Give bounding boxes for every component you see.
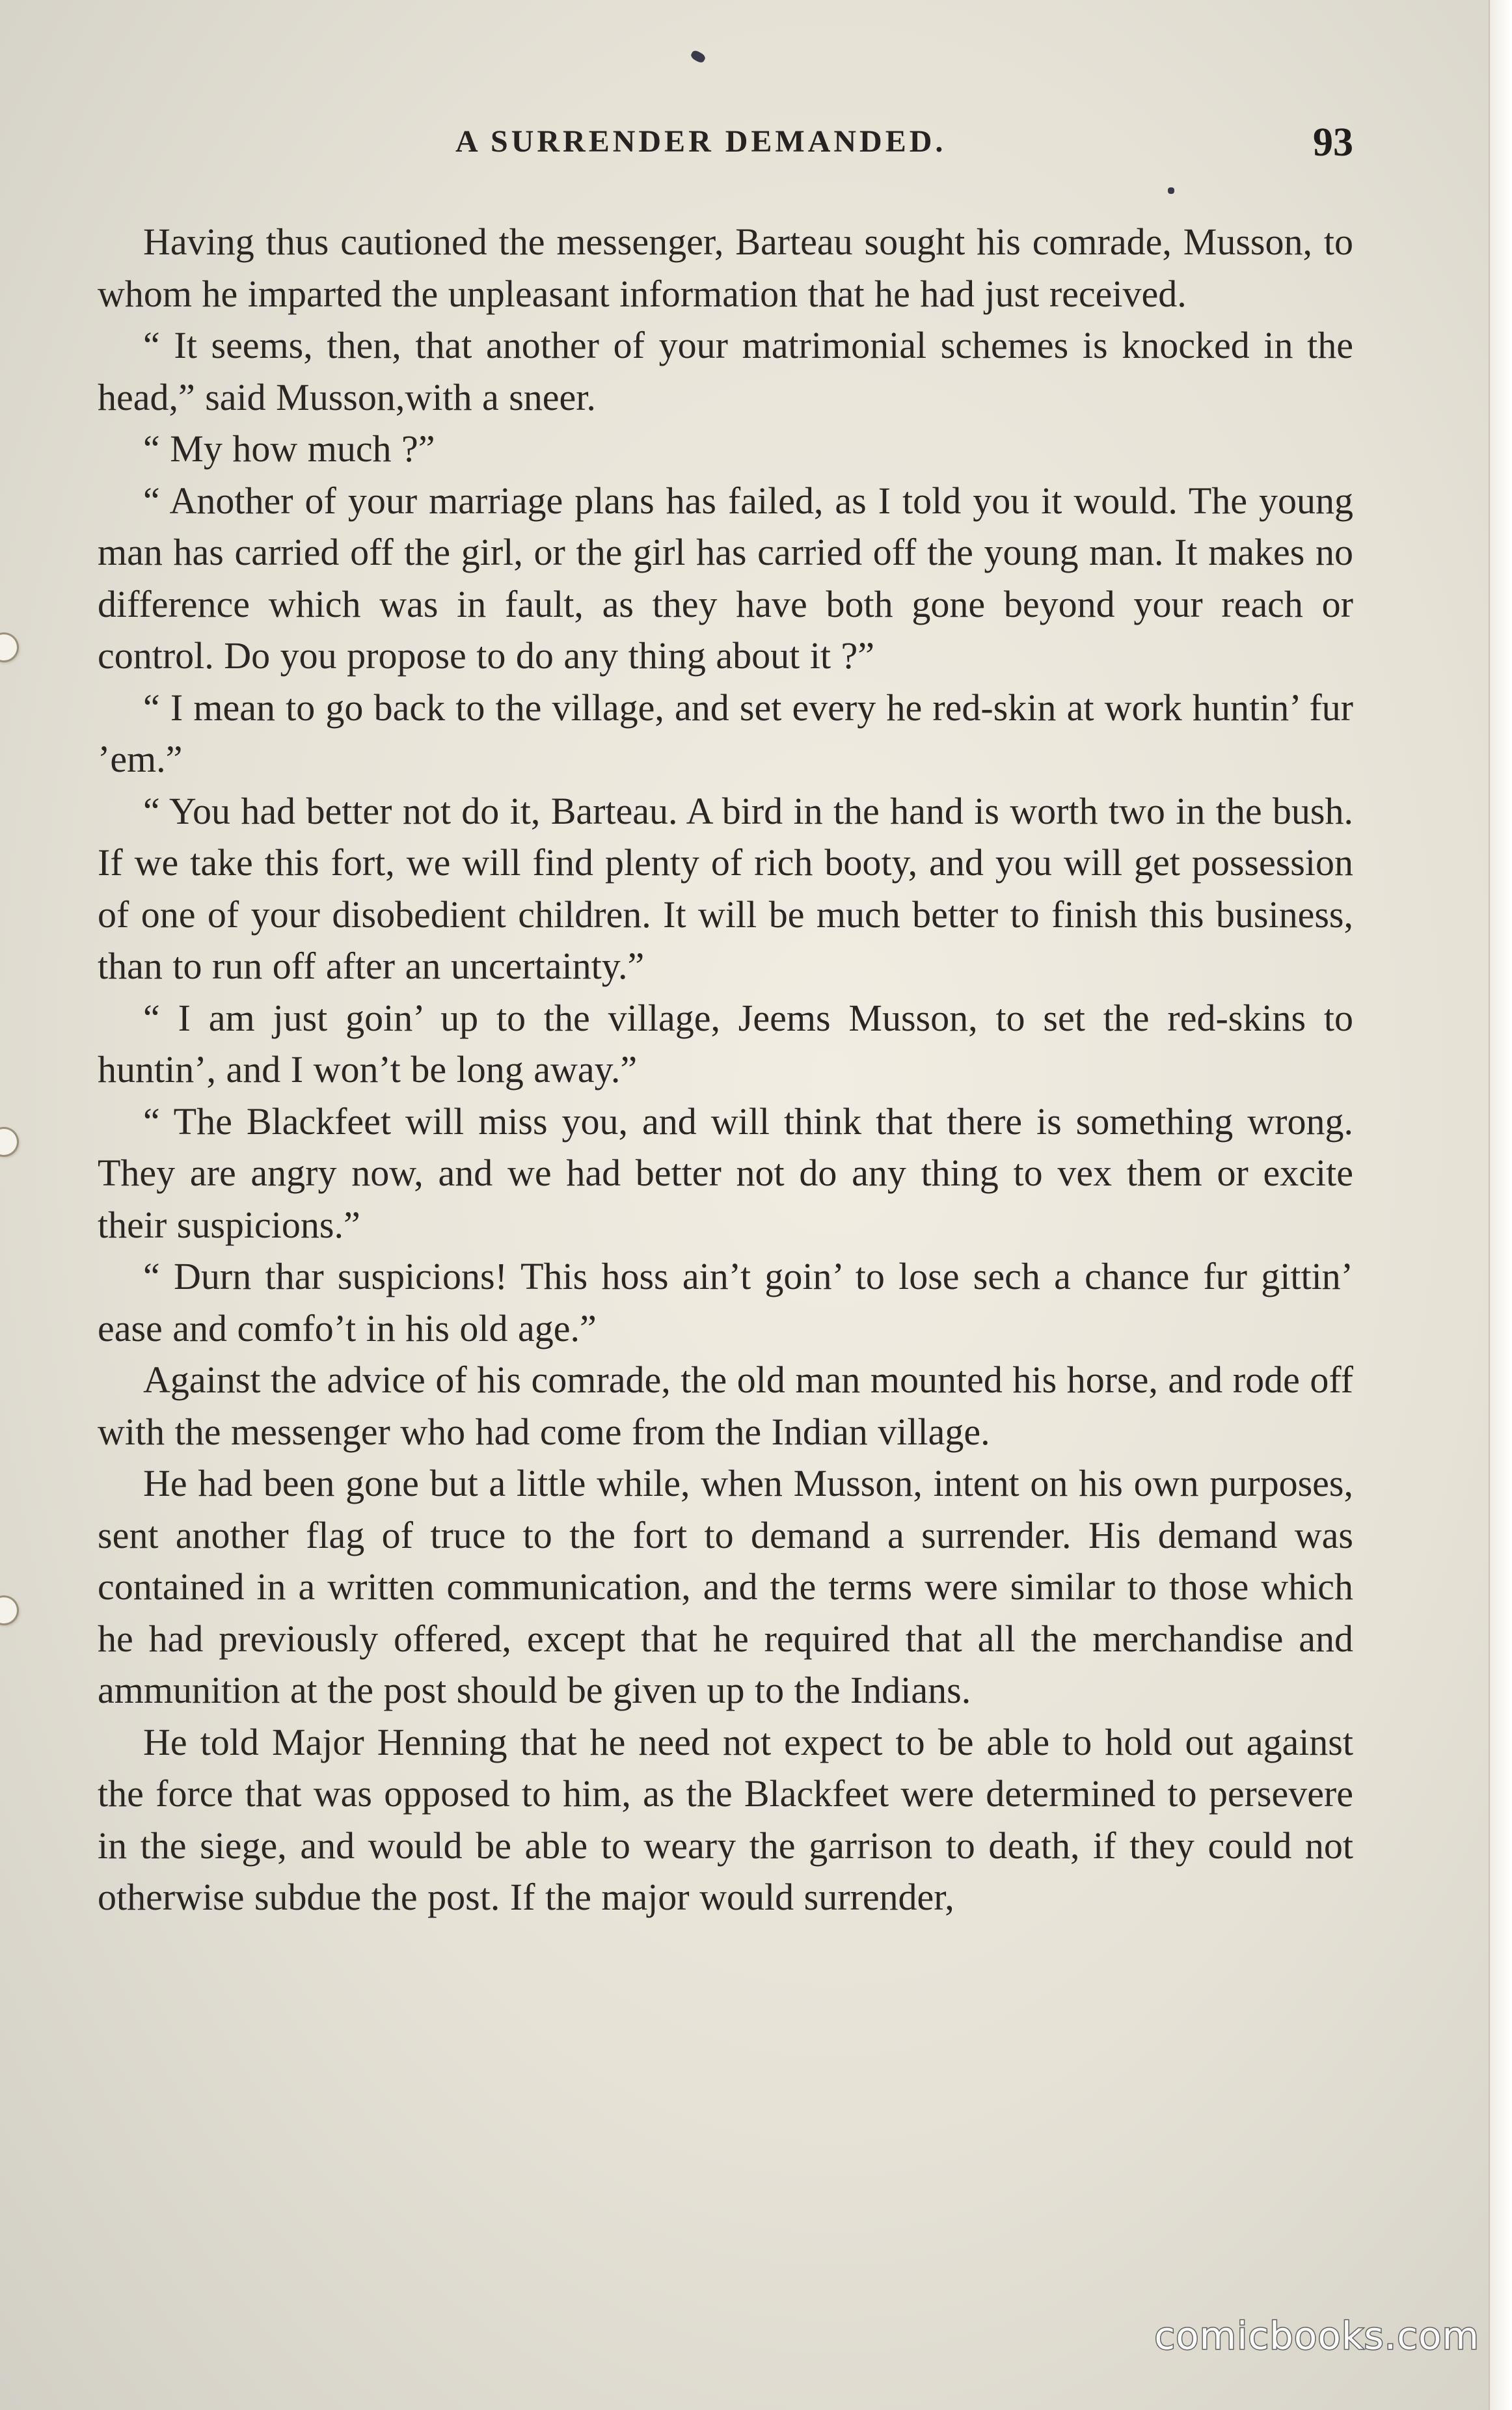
- binding-hole-middle: [0, 1129, 17, 1155]
- paragraph: “ Durn thar suspicions! This hoss ain’t goin’ to lose sech a chance fur gittin’ ease and comfo’t in his old age.”: [98, 1255, 1353, 1349]
- paragraph: He told Major Henning that he need not expect to be able to hold out against the force that was opposed to him, as the Blackfeet were determined to persevere in the siege, and would be able to weary the garrison to death, if they could not otherwise subdue the post. If the major would surrender,: [98, 1720, 1353, 1918]
- ink-speck: [690, 49, 707, 64]
- page-header: [98, 120, 1353, 182]
- binding-hole-top: [0, 634, 17, 660]
- paragraph: Against the advice of his comrade, the old man mounted his horse, and rode off with the messenger who had come from the Indian village.: [98, 1359, 1353, 1453]
- ink-speck: [1168, 187, 1174, 194]
- page-number: 93: [1313, 120, 1353, 165]
- running-head: A SURRENDER DEMANDED.: [455, 124, 947, 159]
- paragraph: Having thus cautioned the messenger, Barteau sought his comrade, Musson, to whom he imparted the unpleasant information that he had just received.: [98, 221, 1353, 315]
- paragraph: “ My how much ?”: [143, 427, 435, 470]
- page-edge: [1489, 0, 1512, 2410]
- paragraph: He had been gone but a little while, when Musson, intent on his own purposes, sent another flag of truce to the fort to demand a surrender. His demand was contained in a written communication, and the terms were similar to those which he had previously offered, except that he required that all the merchandise and ammunition at the post should be given up to the Indians.: [98, 1462, 1353, 1711]
- paragraph: “ You had better not do it, Barteau. A bird in the hand is worth two in the bush. If we take this fort, we will find plenty of rich booty, and you will get possession of one of your disobedient children. It will be much better to finish this business, than to run off after an uncertainty.”: [98, 789, 1353, 987]
- paragraph: “ The Blackfeet will miss you, and will think that there is something wrong. They are angry now, and we had better not do any thing to vex them or excite their suspicions.”: [98, 1100, 1353, 1246]
- paragraph: “ I am just goin’ up to the village, Jeems Musson, to set the red-skins to huntin’, and I won’t be long away.”: [98, 996, 1353, 1090]
- binding-hole-bottom: [0, 1597, 17, 1623]
- body-text: [98, 216, 1353, 1923]
- paragraph: “ It seems, then, that another of your matrimonial schemes is knocked in the head,” said Musson,with a sneer.: [98, 324, 1353, 418]
- paragraph: “ I mean to go back to the village, and set every he red-skin at work huntin’ fur ’em.”: [98, 686, 1353, 780]
- watermark: comicbooks.com: [1154, 2314, 1479, 2358]
- paragraph: “ Another of your marriage plans has failed, as I told you it would. The young man has carried off the girl, or the girl has carried off the young man. It makes no difference which was in fault, as they have both gone beyond your reach or control. Do you propose to do any thing about it ?”: [98, 479, 1353, 677]
